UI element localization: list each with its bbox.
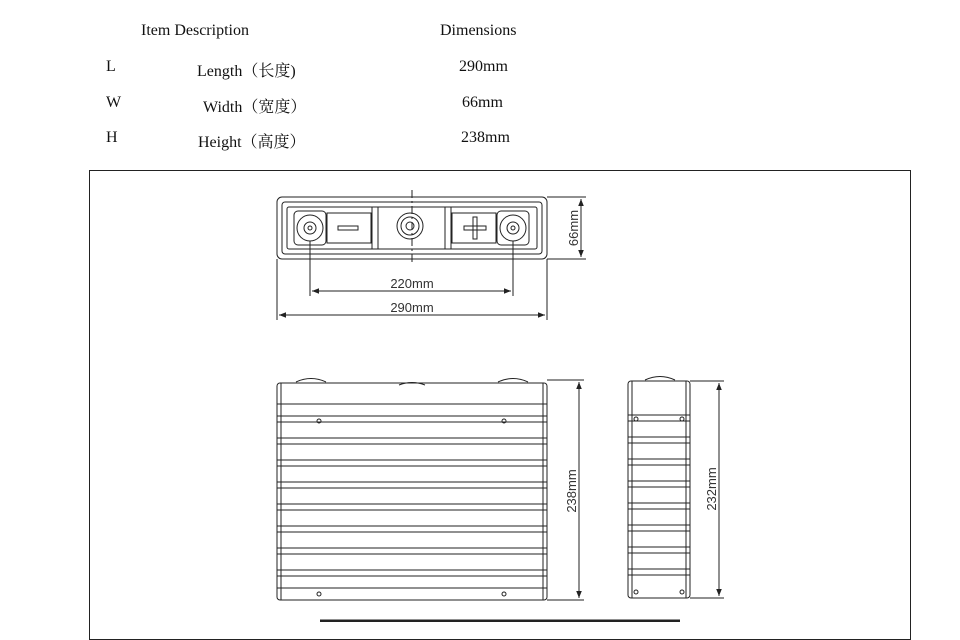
plus-sign-icon — [464, 217, 486, 239]
positive-terminal-icon — [497, 211, 529, 245]
side-view-outline — [628, 381, 690, 598]
row-width-description: Width（宽度） — [203, 99, 307, 116]
row-height-description: Height（高度） — [198, 134, 306, 151]
dim-side-height: 232mm — [704, 467, 719, 511]
row-length-value: 290mm — [459, 58, 508, 75]
dim-overall-length: 290mm — [390, 300, 434, 315]
front-view — [277, 379, 584, 601]
header-dimensions: Dimensions — [440, 22, 517, 39]
dim-terminal-spacing: 220mm — [390, 276, 434, 291]
negative-terminal-icon — [294, 211, 326, 245]
row-length-code: L — [106, 58, 116, 75]
row-width-code: W — [106, 94, 122, 111]
dim-front-height: 238mm — [564, 469, 579, 513]
header-item-description: Item Description — [141, 22, 249, 39]
minus-sign-icon — [338, 226, 358, 230]
row-height-code: H — [106, 129, 118, 146]
row-length-description: Length（长度) — [197, 63, 296, 80]
row-width-value: 66mm — [462, 94, 503, 111]
vent-icon — [397, 213, 423, 239]
row-height-value: 238mm — [461, 129, 510, 146]
dim-width: 66mm — [566, 209, 581, 247]
